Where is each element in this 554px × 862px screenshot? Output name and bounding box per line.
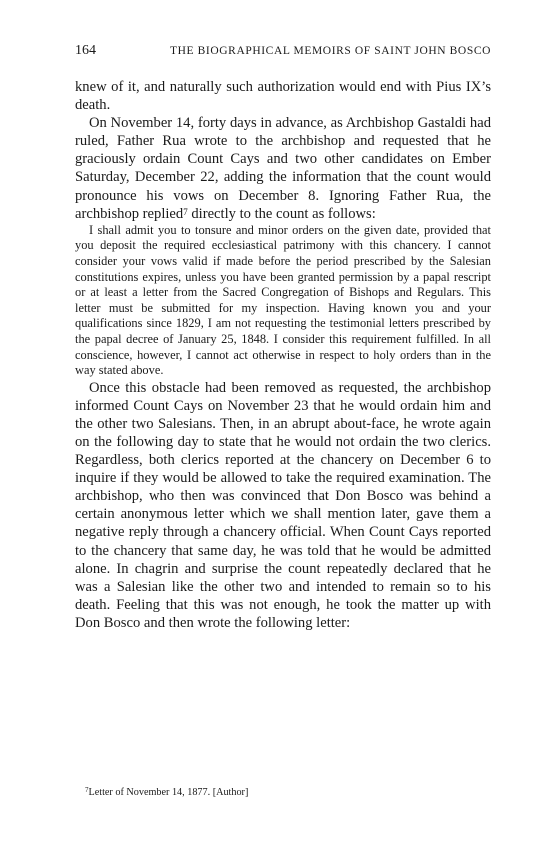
footnote-marker: 7 xyxy=(85,786,89,794)
page-header xyxy=(75,43,491,59)
footnote xyxy=(85,787,485,798)
block-quote-letter: I shall admit you to tonsure and minor orders on the given date, provided that you deposit the required ecclesiastical patrimony with this chancery. I cannot consider your vows valid if made before the period prescribed by the Salesian constitutions expires, unless you have been granted permission by a papal rescript or at least a letter from the Sacred Congregation of Bishops and Regulars. This letter must be submitted for my inspection. Having known you and your qualifications since 1829, I am not requesting the testimonial letters prescribed by the papal decree of January 25, 1848. I consider this requirement fulfilled. In all conscience, however, I cannot act otherwise in respect to holy orders than in the way stated above. xyxy=(75,222,491,378)
paragraph-archbishop-reply: Once this obstacle had been removed as requested, the archbishop informed Count Cays on November 23 that he would ordain him and the other two Salesians. Then, in an abrupt about-face, he wrote again on the following day to state that he would not ordain the two clerics. Regardless, both clerics reported at the chancery on December 6 to inquire if they would be allowed to take the required examination. The archbishop, who then was convinced that Don Bosco was behind a certain anonymous letter which we shall mention later, gave them a negative reply through a chancery official. When Count Cays reported to the chancery that same day, he was told that he would be admitted alone. In chagrin and surprise the count repeatedly declared that he was a Salesian like the other two and intended to remain so to his death. Feeling that this was not enough, he took the matter up with Don Bosco and then wrote the following letter: xyxy=(75,379,491,631)
running-head: THE BIOGRAPHICAL MEMOIRS OF SAINT JOHN BOSCO xyxy=(170,45,491,57)
body-text xyxy=(75,78,491,632)
paragraph-text: On November 14, forty days in advance, as Archbishop Gastaldi had ruled, Father Rua wrote to the archbishop and requested that he graciously ordain Count Cays and two other candidates on Ember Saturday, December 22, adding the information that the count would pronounce his vows on December 8. Ignoring Father Rua, the archbishop replied xyxy=(75,115,491,222)
footnote-text: Letter of November 14, 1877. [Author] xyxy=(88,787,249,798)
paragraph-text-end: directly to the count as follows: xyxy=(187,205,376,222)
paragraph-rua-request xyxy=(75,114,491,223)
page-number: 164 xyxy=(75,43,96,58)
footnote-reference: 7 xyxy=(183,206,188,217)
paragraph-continuation: knew of it, and naturally such authorization would end with Pius IX’s death. xyxy=(75,79,491,114)
